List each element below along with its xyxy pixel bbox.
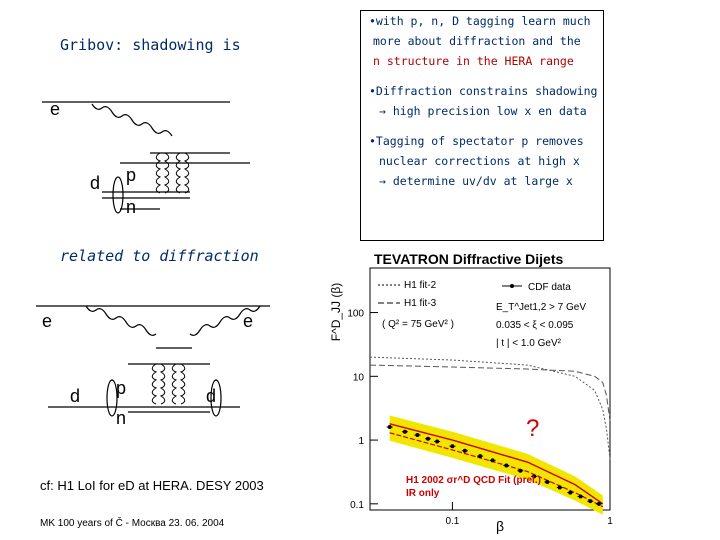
- text-line-8: → determine uv/dv at large x: [379, 174, 573, 188]
- chart-xlabel: β: [496, 518, 505, 534]
- text-line-1: •with p, n, D tagging learn much: [369, 14, 591, 28]
- explanation-box: [360, 10, 604, 241]
- chart-title: TEVATRON Diffractive Dijets: [374, 251, 564, 267]
- gluon-ladder-right: [176, 153, 180, 193]
- legend-t: | t | < 1.0 GeV²: [496, 338, 561, 349]
- text-line-4: •Diffraction constrains shadowing: [369, 84, 598, 98]
- cdf-point-17: [597, 502, 601, 506]
- cdf-point-12: [545, 480, 549, 484]
- text-line-3: n structure in the HERA range: [373, 54, 574, 68]
- gluon-ladder-left: [152, 364, 156, 404]
- legend-et: E_T^Jet1,2 > 7 GeV: [496, 302, 587, 313]
- y-tick-label-2: 10: [352, 372, 364, 384]
- y-tick-label-1: 1: [358, 436, 364, 448]
- label-e: e: [50, 99, 61, 119]
- label-d-out: d: [206, 386, 217, 406]
- footer: MK 100 years of Č - Москва 23. 06. 2004: [40, 518, 225, 529]
- x-tick-label-1: 1: [607, 516, 613, 527]
- text-line-5: → high precision low x en data: [379, 104, 587, 118]
- y-tick-label-3: 100: [347, 308, 364, 320]
- label-d: d: [90, 173, 101, 193]
- cdf-point-9: [504, 463, 508, 467]
- cf-reference: cf: H1 LoI for eD at HERA. DESY 2003: [40, 478, 264, 493]
- cdf-point-0: [388, 425, 392, 429]
- chart-ylabel: F^D_JJ (β): [329, 282, 343, 342]
- legend-cdf: CDF data: [528, 282, 571, 293]
- cdf-point-3: [426, 437, 430, 441]
- label-e-out: e: [243, 311, 254, 331]
- x-tick-label-0: 0.1: [445, 516, 460, 527]
- label-d-in: d: [70, 386, 81, 406]
- label-n: n: [126, 197, 137, 217]
- tevatron-chart: [316, 242, 716, 538]
- cdf-point-8: [491, 458, 495, 462]
- title-gribov: Gribov: shadowing is: [60, 36, 241, 54]
- legend-h1-2002: H1 2002 σr^D QCD Fit (prel.): [406, 475, 541, 486]
- legend-h1-fit2: H1 fit-2: [404, 280, 437, 291]
- cdf-point-4: [435, 439, 439, 443]
- feynman-diagram-ed: [30, 85, 260, 230]
- text-line-2: more about diffraction and the: [373, 34, 581, 48]
- fit-band-area: [390, 415, 603, 514]
- label-p: p: [116, 378, 127, 398]
- cdf-point-13: [558, 486, 562, 490]
- cdf-point-16: [588, 499, 592, 503]
- y-tick-label-0: 0.1: [350, 499, 364, 511]
- label-e-in: e: [42, 311, 53, 331]
- legend-xi: 0.035 < ξ < 0.095: [496, 320, 574, 331]
- gluon-ladder-left: [156, 153, 160, 193]
- fit-band: [390, 415, 603, 514]
- cdf-point-2: [415, 433, 419, 437]
- cdf-point-1: [403, 430, 407, 434]
- feynman-diagram-diffraction: [30, 290, 280, 440]
- text-line-7: nuclear corrections at high x: [379, 154, 580, 168]
- label-n: n: [116, 408, 127, 428]
- photon-wavy-left: [86, 306, 156, 335]
- photon-wavy: [92, 104, 172, 136]
- question-mark: ?: [526, 415, 540, 442]
- cdf-point-6: [463, 449, 467, 453]
- cdf-point-15: [579, 495, 583, 499]
- legend-q2: ( Q² = 75 GeV² ): [382, 319, 454, 330]
- cdf-point-5: [450, 444, 454, 448]
- gluon-ladder-right: [172, 364, 176, 404]
- legend-h1-fit3: H1 fit-3: [404, 298, 437, 309]
- cdf-point-14: [568, 491, 572, 495]
- legend-ir: IR only: [406, 488, 440, 499]
- cdf-point-7: [478, 454, 482, 458]
- cdf-point-10: [518, 469, 522, 473]
- text-line-6: •Tagging of spectator p removes: [369, 134, 584, 148]
- subtitle-related: related to diffraction: [60, 247, 259, 265]
- label-p: p: [126, 165, 137, 185]
- series-h1-fit3: [370, 365, 610, 421]
- deuteron-blob: [113, 177, 123, 213]
